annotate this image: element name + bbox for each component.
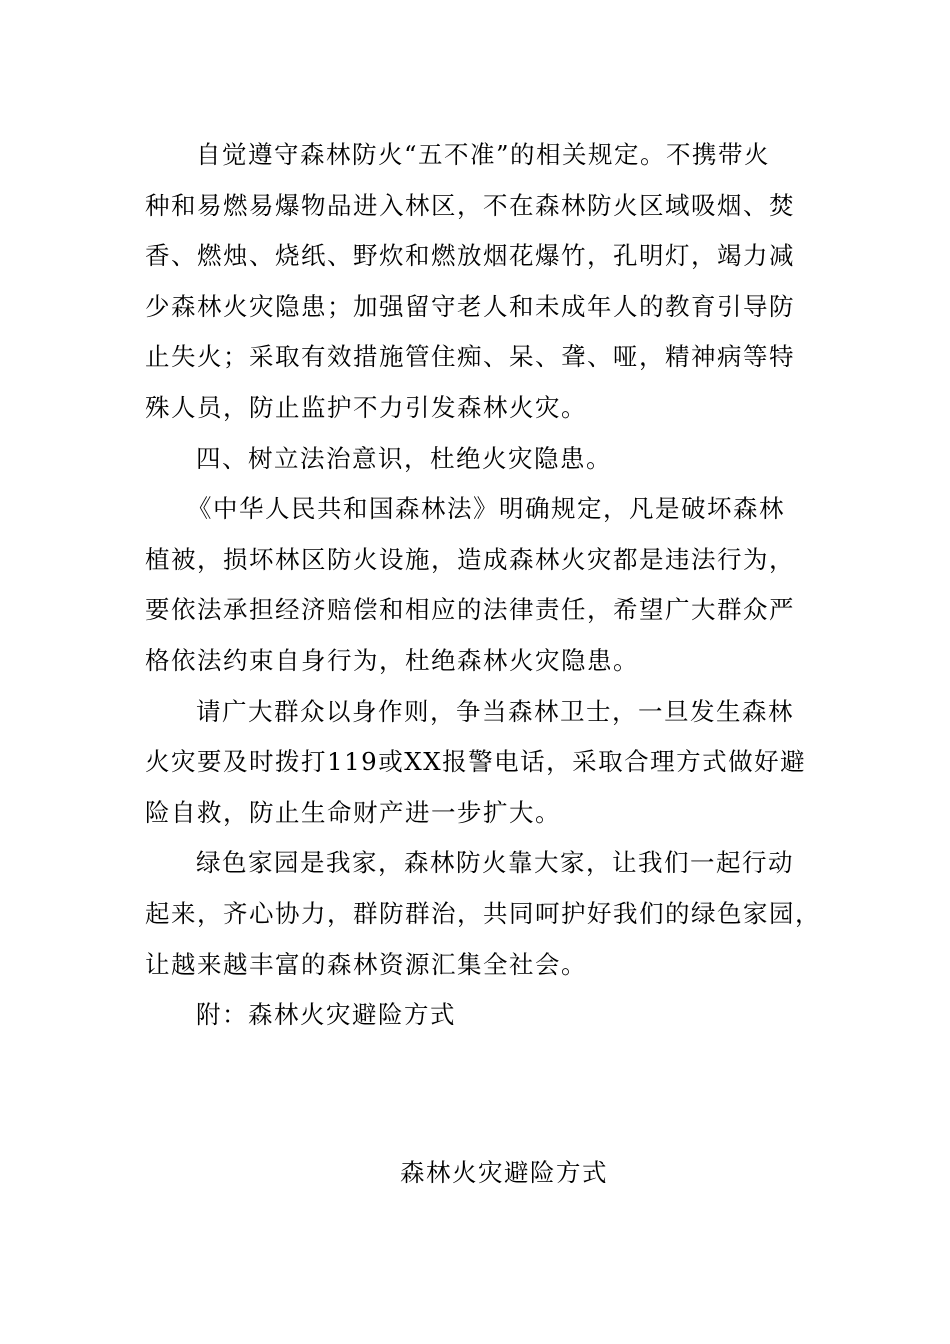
paragraph-emergency-call [145, 687, 807, 839]
text-line: 《中华人民共和国森林法》明确规定，凡是破坏森林 [187, 494, 785, 524]
text-line: 香、燃烛、烧纸、野炊和燃放烟花爆竹，孔明灯，竭力减 [145, 241, 795, 271]
text-line: 要依法承担经济赔偿和相应的法律责任，希望广大群众严 [145, 595, 795, 625]
text-line: 少森林火灾隐患；加强留守老人和未成年人的教育引导防 [145, 291, 795, 321]
attachment-note [145, 990, 795, 1041]
text-line: 植被，损坏林区防火设施，造成森林火灾都是违法行为， [145, 544, 795, 574]
document-body [145, 130, 821, 1041]
text-line: 请广大群众以身作则，争当森林卫士，一旦发生森林 [196, 696, 794, 726]
text-line: 起来，齐心协力，群防群治，共同呵护好我们的绿色家园， [145, 898, 821, 928]
paragraph-green-home [145, 838, 821, 990]
annex-title: 森林火灾避险方式 [400, 1158, 608, 1187]
section-heading-four [145, 434, 795, 485]
text-line: 自觉遵守森林防火“五不准”的相关规定。不携带火 [196, 140, 771, 169]
text-line: 殊人员，防止监护不力引发森林火灾。 [145, 392, 587, 422]
text-line: 止失火；采取有效措施管住痴、呆、聋、哑，精神病等特 [145, 342, 795, 372]
text-line: 火灾要及时拨打119或XX报警电话，采取合理方式做好避 [145, 747, 807, 777]
text-line: 险自救，防止生命财产进一步扩大。 [145, 797, 561, 827]
text-line: 种和易燃易爆物品进入林区，不在森林防火区域吸烟、焚 [145, 190, 795, 220]
attachment-line: 附：森林火灾避险方式 [196, 1000, 456, 1030]
section-heading: 四、树立法治意识，杜绝火灾隐患。 [196, 443, 612, 473]
paragraph-forest-law [145, 484, 795, 686]
text-line: 格依法约束自身行为，杜绝森林火灾隐患。 [145, 645, 639, 675]
text-line: 绿色家园是我家，森林防火靠大家，让我们一起行动 [196, 848, 794, 878]
text-line: 让越来越丰富的森林资源汇集全社会。 [145, 949, 587, 979]
paragraph-fire-prevention-rules [145, 130, 795, 434]
